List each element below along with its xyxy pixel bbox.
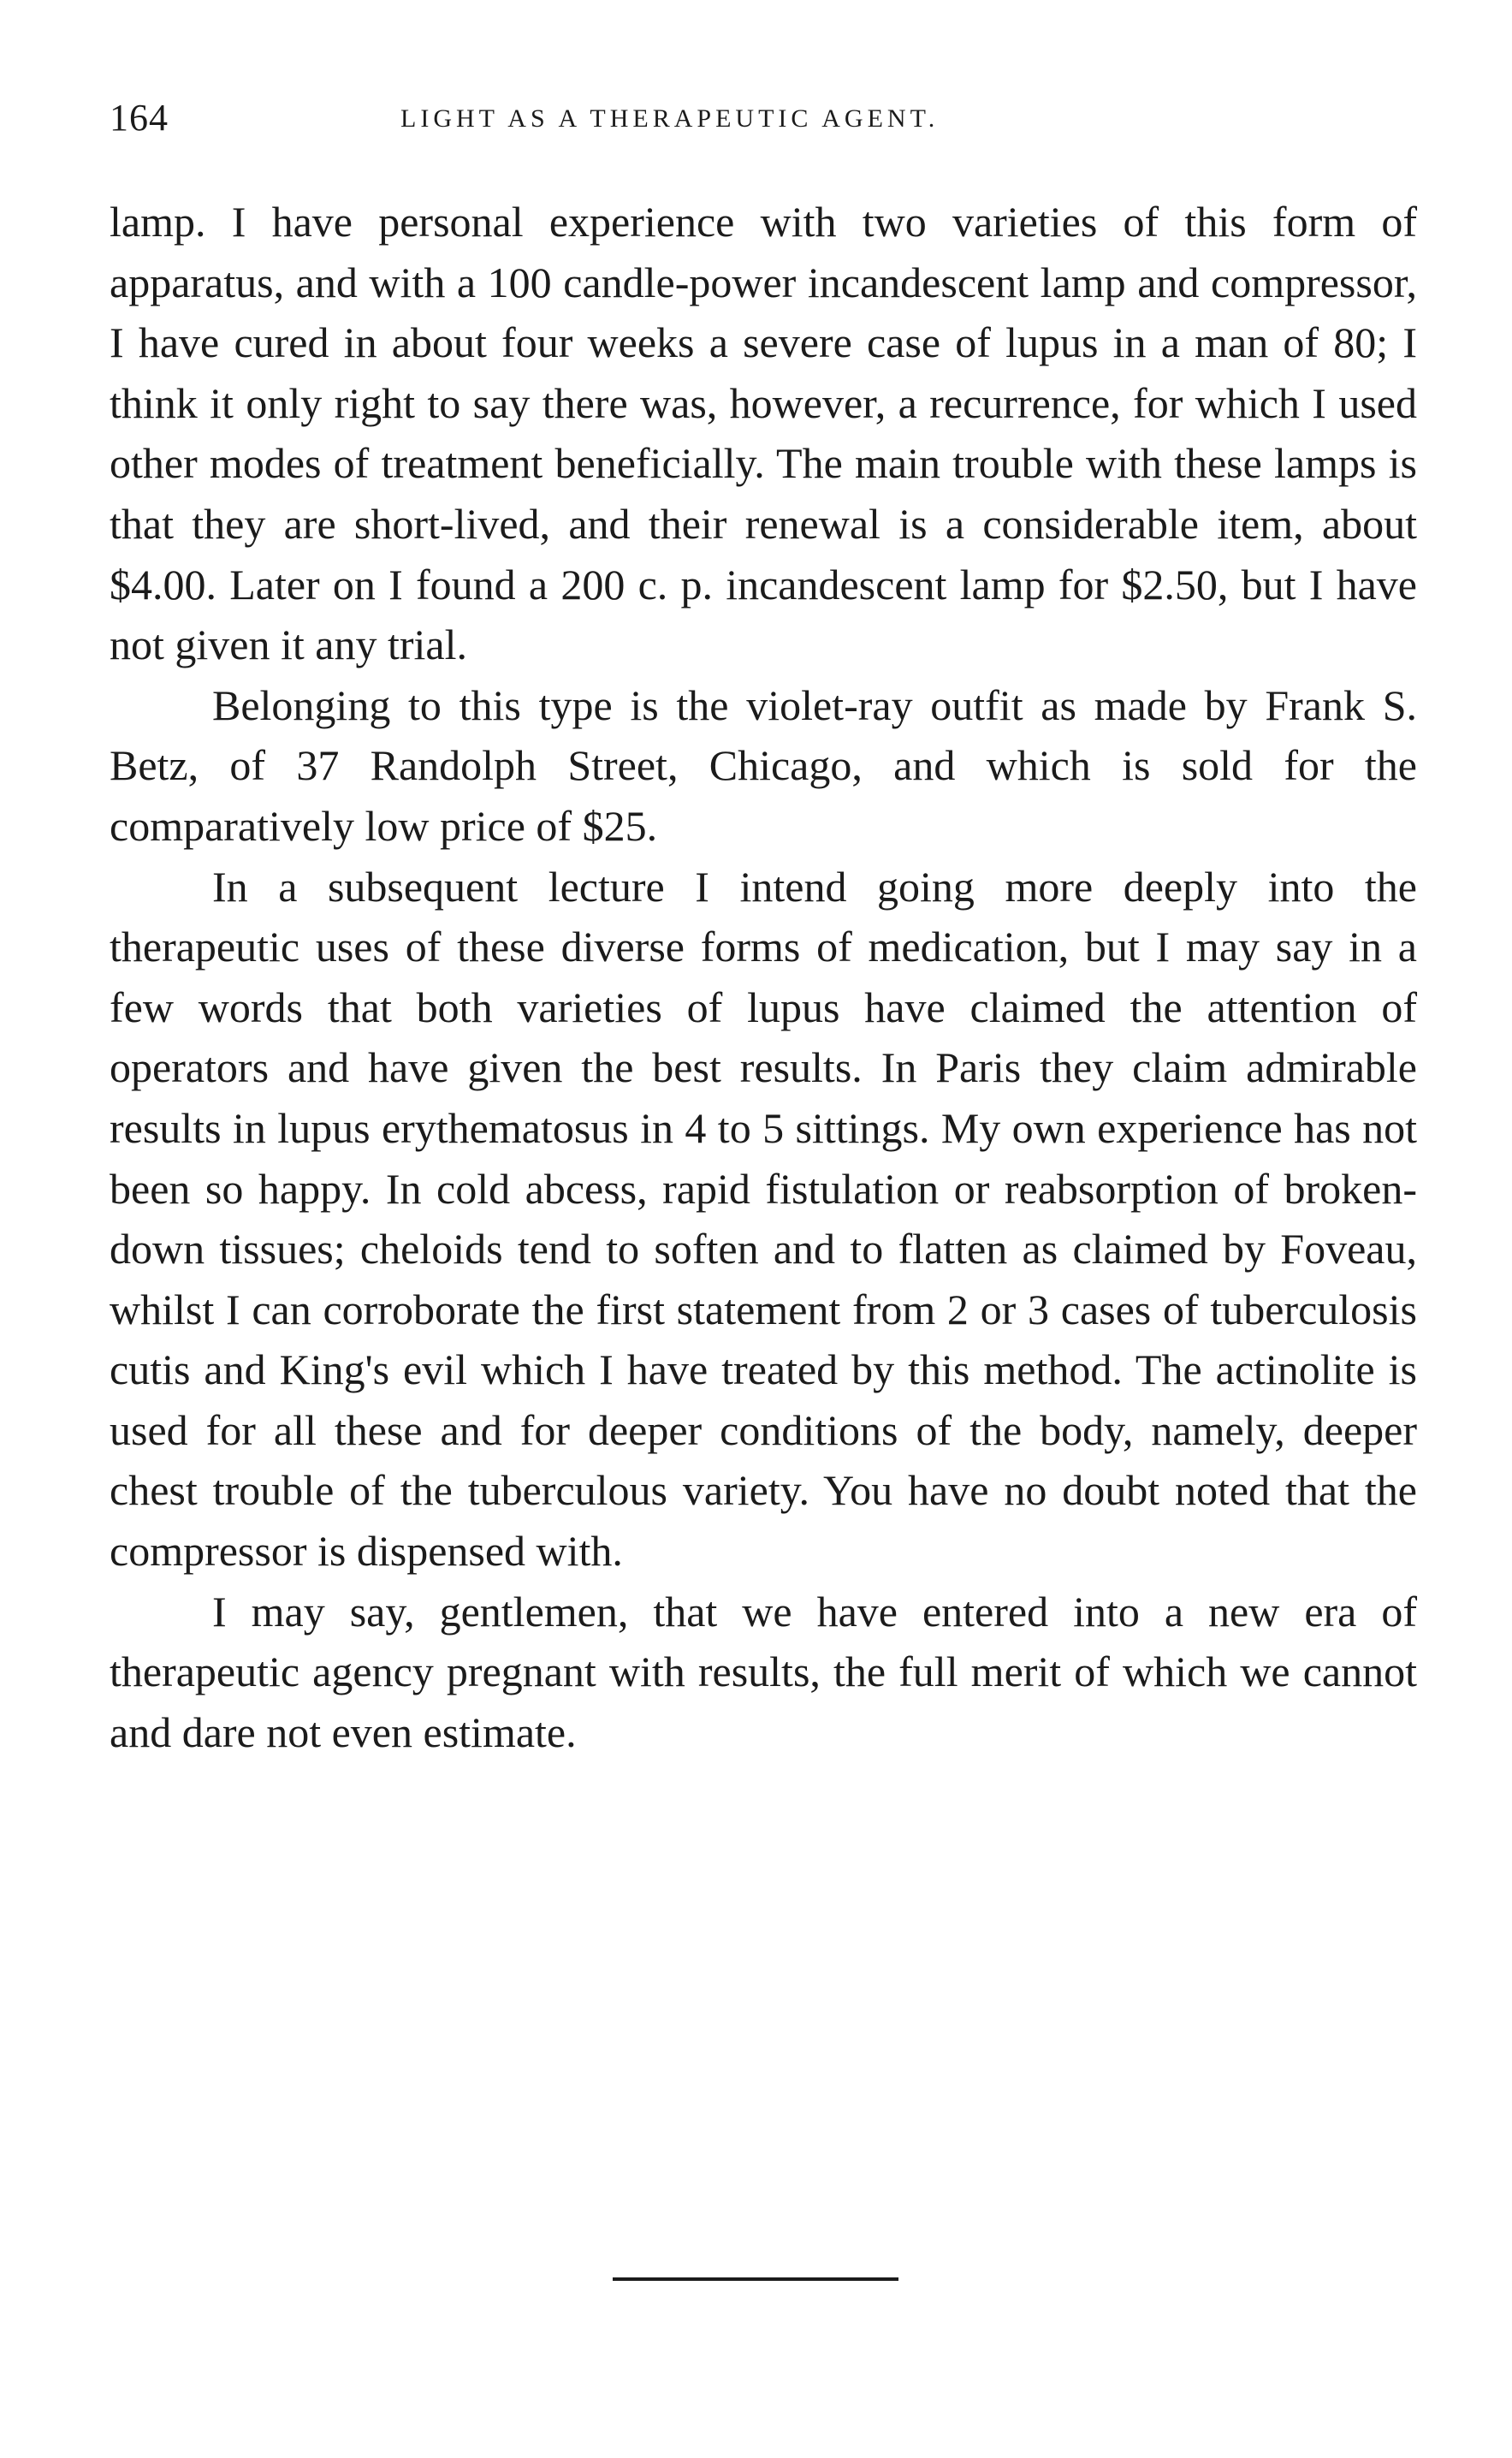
paragraph-continued: lamp. I have personal experience with two varieties of this form of apparatus, and with a 100 candle-power incandescent lamp and compressor, I have cured in about four weeks a severe case of lupus in a man of 80; I think it only right to say there was, however, a recurrence, for which I used other modes of treatment beneficially. The main trouble with these lamps is that they are short-lived, and their renewal is a considerable item, about $4.00. Later on I found a 200 c. p. incandescent lamp for $2.50, but I have not given it any trial. [110,198,1417,669]
running-head [110,96,1427,147]
body-text [110,192,1417,1762]
page-number: 164 [110,97,169,139]
paragraph-conclusion: I may say, gentlemen, that we have entered into a new era of therapeutic agency pregnant with results, the full merit of which we cannot and dare not even estimate. [110,1587,1417,1756]
running-title: LIGHT AS A THERAPEUTIC AGENT. [400,104,940,133]
paragraph-therapeutic-uses: In a subsequent lecture I intend going more deeply into the therapeutic uses of these diverse forms of medication, but I may say in a few words that both varieties of lupus have claimed the attention of operators and have given the best results. In Paris they claim admirable results in lupus erythematosus in 4 to 5 sittings. My own experience has not been so happy. In cold abcess, rapid fistulation or reabsorption of broken-down tissues; cheloids tend to soften and to flatten as claimed by Foveau, whilst I can corroborate the first statement from 2 or 3 cases of tuberculosis cutis and King's evil which I have treated by this method. The actinolite is used for all these and for deeper conditions of the body, namely, deeper chest trouble of the tuberculous variety. You have no doubt noted that the compressor is dispensed with. [110,862,1417,1576]
closing-rule [613,2277,898,2281]
paragraph-violet-ray-outfit: Belonging to this type is the violet-ray outfit as made by Frank S. Betz, of 37 Randolph Street, Chicago, and which is sold for the comparatively low price of $25. [110,680,1417,850]
